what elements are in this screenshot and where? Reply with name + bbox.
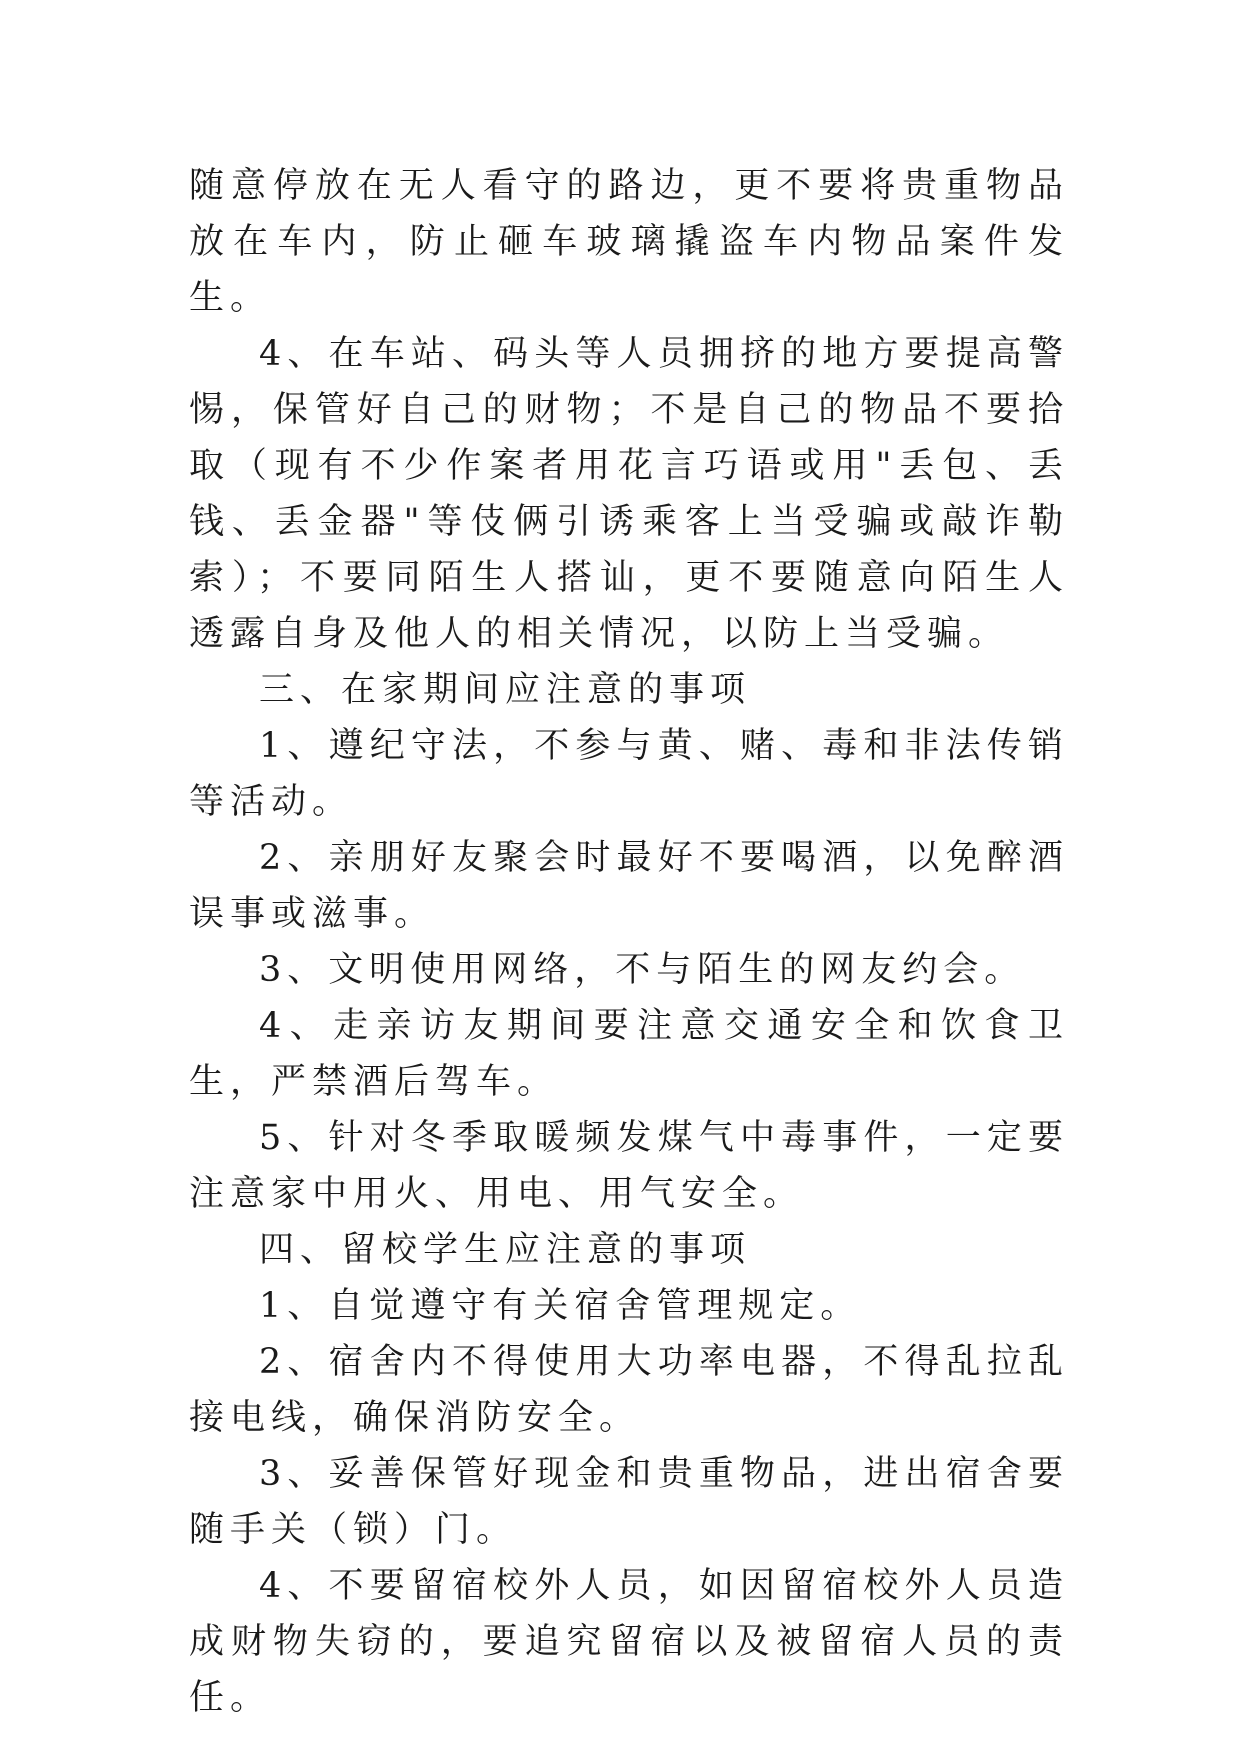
paragraph-home-item-2: 2、亲朋好友聚会时最好不要喝酒，以免醉酒误事或滋事。 (189, 838, 1069, 934)
paragraph-item-4-travel: 4、在车站、码头等人员拥挤的地方要提高警惕，保管好自己的财物；不是自己的物品不要拾取（现有不少作案者用花言巧语或用"丢包、丢钱、丢金器"等伎俩引诱乘客上当受骗或敲诈勒索）；不要同陌生人搭讪，更不要随意向陌生人透露自身及他人的相关情况，以防上当受骗。 (189, 334, 1069, 654)
paragraph-continuation: 随意停放在无人看守的路边，更不要将贵重物品放在车内，防止砸车玻璃撬盗车内物品案件发生。 (189, 166, 1069, 318)
section-heading-4: 四、留校学生应注意的事项 (259, 1230, 752, 1270)
document-body (189, 158, 1069, 1726)
paragraph-dorm-item-3: 3、妥善保管好现金和贵重物品，进出宿舍要随手关（锁）门。 (189, 1454, 1069, 1550)
paragraph-home-item-4: 4、走亲访友期间要注意交通安全和饮食卫生，严禁酒后驾车。 (189, 1006, 1069, 1102)
paragraph-home-item-5: 5、针对冬季取暖频发煤气中毒事件，一定要注意家中用火、用电、用气安全。 (189, 1118, 1069, 1214)
paragraph-home-item-1: 1、遵纪守法，不参与黄、赌、毒和非法传销等活动。 (189, 726, 1069, 822)
paragraph-dorm-item-1: 1、自觉遵守有关宿舍管理规定。 (259, 1286, 862, 1326)
paragraph-home-item-3: 3、文明使用网络，不与陌生的网友约会。 (259, 950, 1026, 990)
paragraph-dorm-item-2: 2、宿舍内不得使用大功率电器，不得乱拉乱接电线，确保消防安全。 (189, 1342, 1069, 1438)
paragraph-dorm-item-4: 4、不要留宿校外人员，如因留宿校外人员造成财物失窃的，要追究留宿以及被留宿人员的责任。 (189, 1566, 1069, 1718)
section-heading-3: 三、在家期间应注意的事项 (259, 670, 752, 710)
